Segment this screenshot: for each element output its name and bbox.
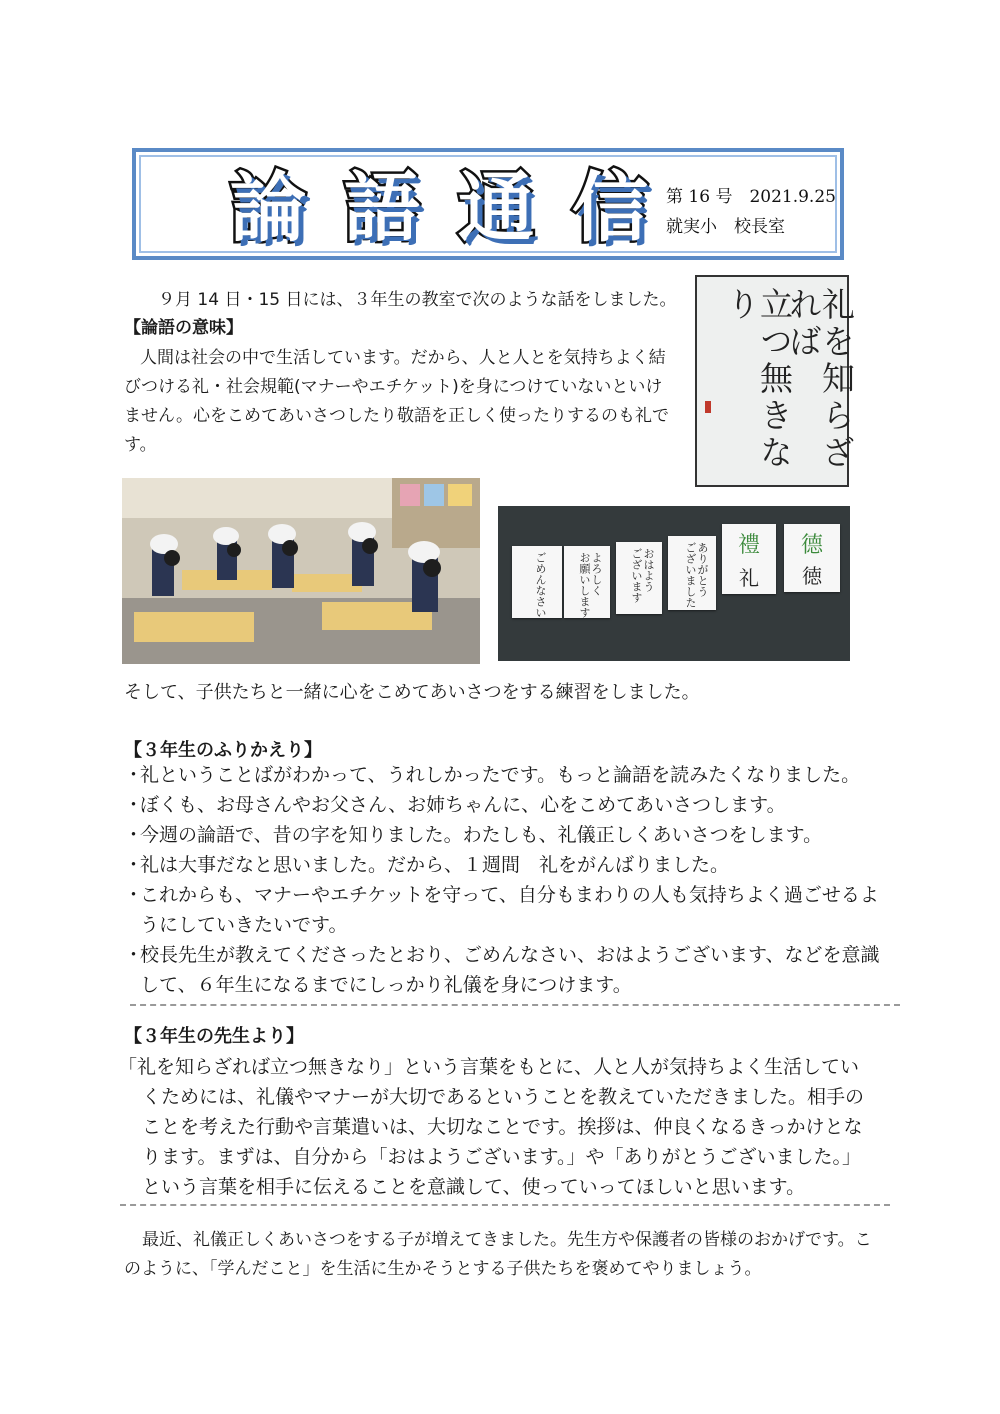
reflection-text: 礼ということばがわかって、うれしかったです。もっと論語を読みたくなりました。 bbox=[140, 764, 861, 786]
title-char-2: 語 bbox=[344, 163, 420, 252]
card-gomen bbox=[512, 546, 562, 618]
meaning-line-1: 人間は社会の中で生活しています。だから、人と人とを気持ちよく結 bbox=[140, 348, 666, 368]
meaning-paragraph bbox=[124, 344, 694, 460]
teacher-line-4: ります。まずは、自分から「おはようございます。」や「ありがとうございました。」 bbox=[142, 1146, 861, 1168]
kanji-card-rei bbox=[722, 524, 776, 594]
card-ohayou bbox=[616, 542, 662, 614]
kanji-card-rei-new: 礼 bbox=[739, 566, 759, 590]
teacher-line-1: 「礼を知らざれば立つ無きなり」という言葉をもとに、人と人が気持ちよく生活してい bbox=[118, 1056, 860, 1078]
meaning-line-4: す。 bbox=[124, 435, 157, 455]
seal-stamp bbox=[705, 401, 711, 413]
teacher-line-2: くためには、礼儀やマナーが大切であるということを教えていただきました。相手の bbox=[142, 1086, 865, 1108]
card-arigatou bbox=[668, 536, 716, 610]
reflection-text: 校長先生が教えてくださったとおり、ごめんなさい、おはようございます、などを意識して、６年生になるまでにしっかり礼儀を身につけます。 bbox=[140, 944, 880, 996]
closing-line-2: のように、「学んだこと」を生活に生かそうとする子供たちを褒めてやりましょう。 bbox=[124, 1259, 762, 1279]
card-yoroshiku-text: よろしく お願いします bbox=[578, 552, 603, 618]
dashed-divider-1 bbox=[130, 1004, 900, 1006]
reflection-text: これからも、マナーやエチケットを守って、自分もまわりの人も気持ちよく過ごせるようにしていきたいです。 bbox=[140, 884, 879, 936]
classroom-photo bbox=[122, 478, 480, 664]
dashed-divider-2 bbox=[120, 1204, 890, 1206]
reflection-item: ・ これからも、マナーやエチケットを守って、自分もまわりの人も気持ちよく過ごせるようにしていきたいです。 bbox=[124, 880, 894, 940]
reflection-item: ・ 礼ということばがわかって、うれしかったです。もっと論語を読みたくなりました。 bbox=[124, 760, 894, 790]
card-ohayou-text: おはよう ございます bbox=[630, 548, 655, 603]
reflection-item: ・ ぼくも、お母さんやお父さん、お姉ちゃんに、心をこめてあいさつします。 bbox=[124, 790, 894, 820]
card-arigatou-text: ありがとう ございました bbox=[684, 542, 709, 608]
kanji-card-rei-old: 禮 bbox=[737, 533, 760, 558]
closing-line-1: 最近、礼儀正しくあいさつをする子が増えてきました。先生方や保護者の皆様のおかげです。こ bbox=[142, 1230, 872, 1250]
kanji-card-toku bbox=[784, 524, 840, 592]
after-photo-line: そして、子供たちと一緒に心をこめてあいさつをする練習をしました。 bbox=[124, 682, 700, 703]
title-char-3: 通 bbox=[458, 163, 534, 252]
issue-number-date: 第 16 号 2021.9.25 bbox=[666, 187, 836, 207]
classroom-illustration bbox=[122, 478, 480, 664]
intro-line: ９月 14 日・15 日には、３年生の教室で次のような話をしました。 bbox=[158, 290, 677, 310]
greeting-cards-photo bbox=[498, 506, 850, 661]
teacher-line-3: ことを考えた行動や言葉遣いは、大切なことです。挨拶は、仲良くなるきっかけとな bbox=[142, 1116, 863, 1138]
card-yoroshiku bbox=[564, 546, 610, 618]
reflection-text: 今週の論語で、昔の字を知りました。わたしも、礼儀正しくあいさつをします。 bbox=[140, 824, 823, 846]
kanji-card-toku-new: 徳 bbox=[802, 564, 822, 588]
title-char-1: 論 bbox=[230, 163, 306, 252]
calligraphy-col-right: 礼を知らざれば bbox=[784, 287, 856, 472]
teacher-comment bbox=[118, 1052, 898, 1202]
section-heading-reflections: 【３年生のふりかえり】 bbox=[124, 740, 322, 761]
card-gomen-text: ごめんなさい bbox=[534, 552, 547, 618]
section-heading-meaning: 【論語の意味】 bbox=[124, 318, 243, 338]
closing-paragraph bbox=[124, 1226, 884, 1284]
reflection-item: ・ 礼は大事だなと思いました。だから、１週間 礼をがんばりました。 bbox=[124, 850, 894, 880]
section-heading-teacher: 【３年生の先生より】 bbox=[124, 1026, 304, 1047]
kanji-card-toku-old: 德 bbox=[800, 533, 823, 558]
teacher-line-5: という言葉を相手に伝えることを意識して、使っていってほしいと思います。 bbox=[142, 1176, 806, 1198]
meaning-line-3: ません。心をこめてあいさつしたり敬語を正しく使ったりするのも礼で bbox=[124, 406, 670, 426]
meaning-line-2: びつける礼・社会規範(マナーやエチケット)を身につけていないといけ bbox=[124, 377, 663, 397]
title-char-4: 信 bbox=[572, 163, 648, 252]
school-office: 就実小 校長室 bbox=[666, 217, 785, 237]
masthead bbox=[132, 148, 844, 260]
reflections-list bbox=[124, 760, 894, 1000]
reflection-item: ・ 校長先生が教えてくださったとおり、ごめんなさい、おはようございます、などを意識して、６年生になるまでにしっかり礼儀を身につけます。 bbox=[124, 940, 894, 1000]
calligraphy-card bbox=[695, 275, 856, 487]
calligraphy-col-left: 立つ無きなり bbox=[722, 287, 794, 472]
reflection-text: ぼくも、お母さんやお父さん、お姉ちゃんに、心をこめてあいさつします。 bbox=[140, 794, 786, 816]
reflection-item: ・ 今週の論語で、昔の字を知りました。わたしも、礼儀正しくあいさつをします。 bbox=[124, 820, 894, 850]
reflection-text: 礼は大事だなと思いました。だから、１週間 礼をがんばりました。 bbox=[140, 854, 730, 876]
